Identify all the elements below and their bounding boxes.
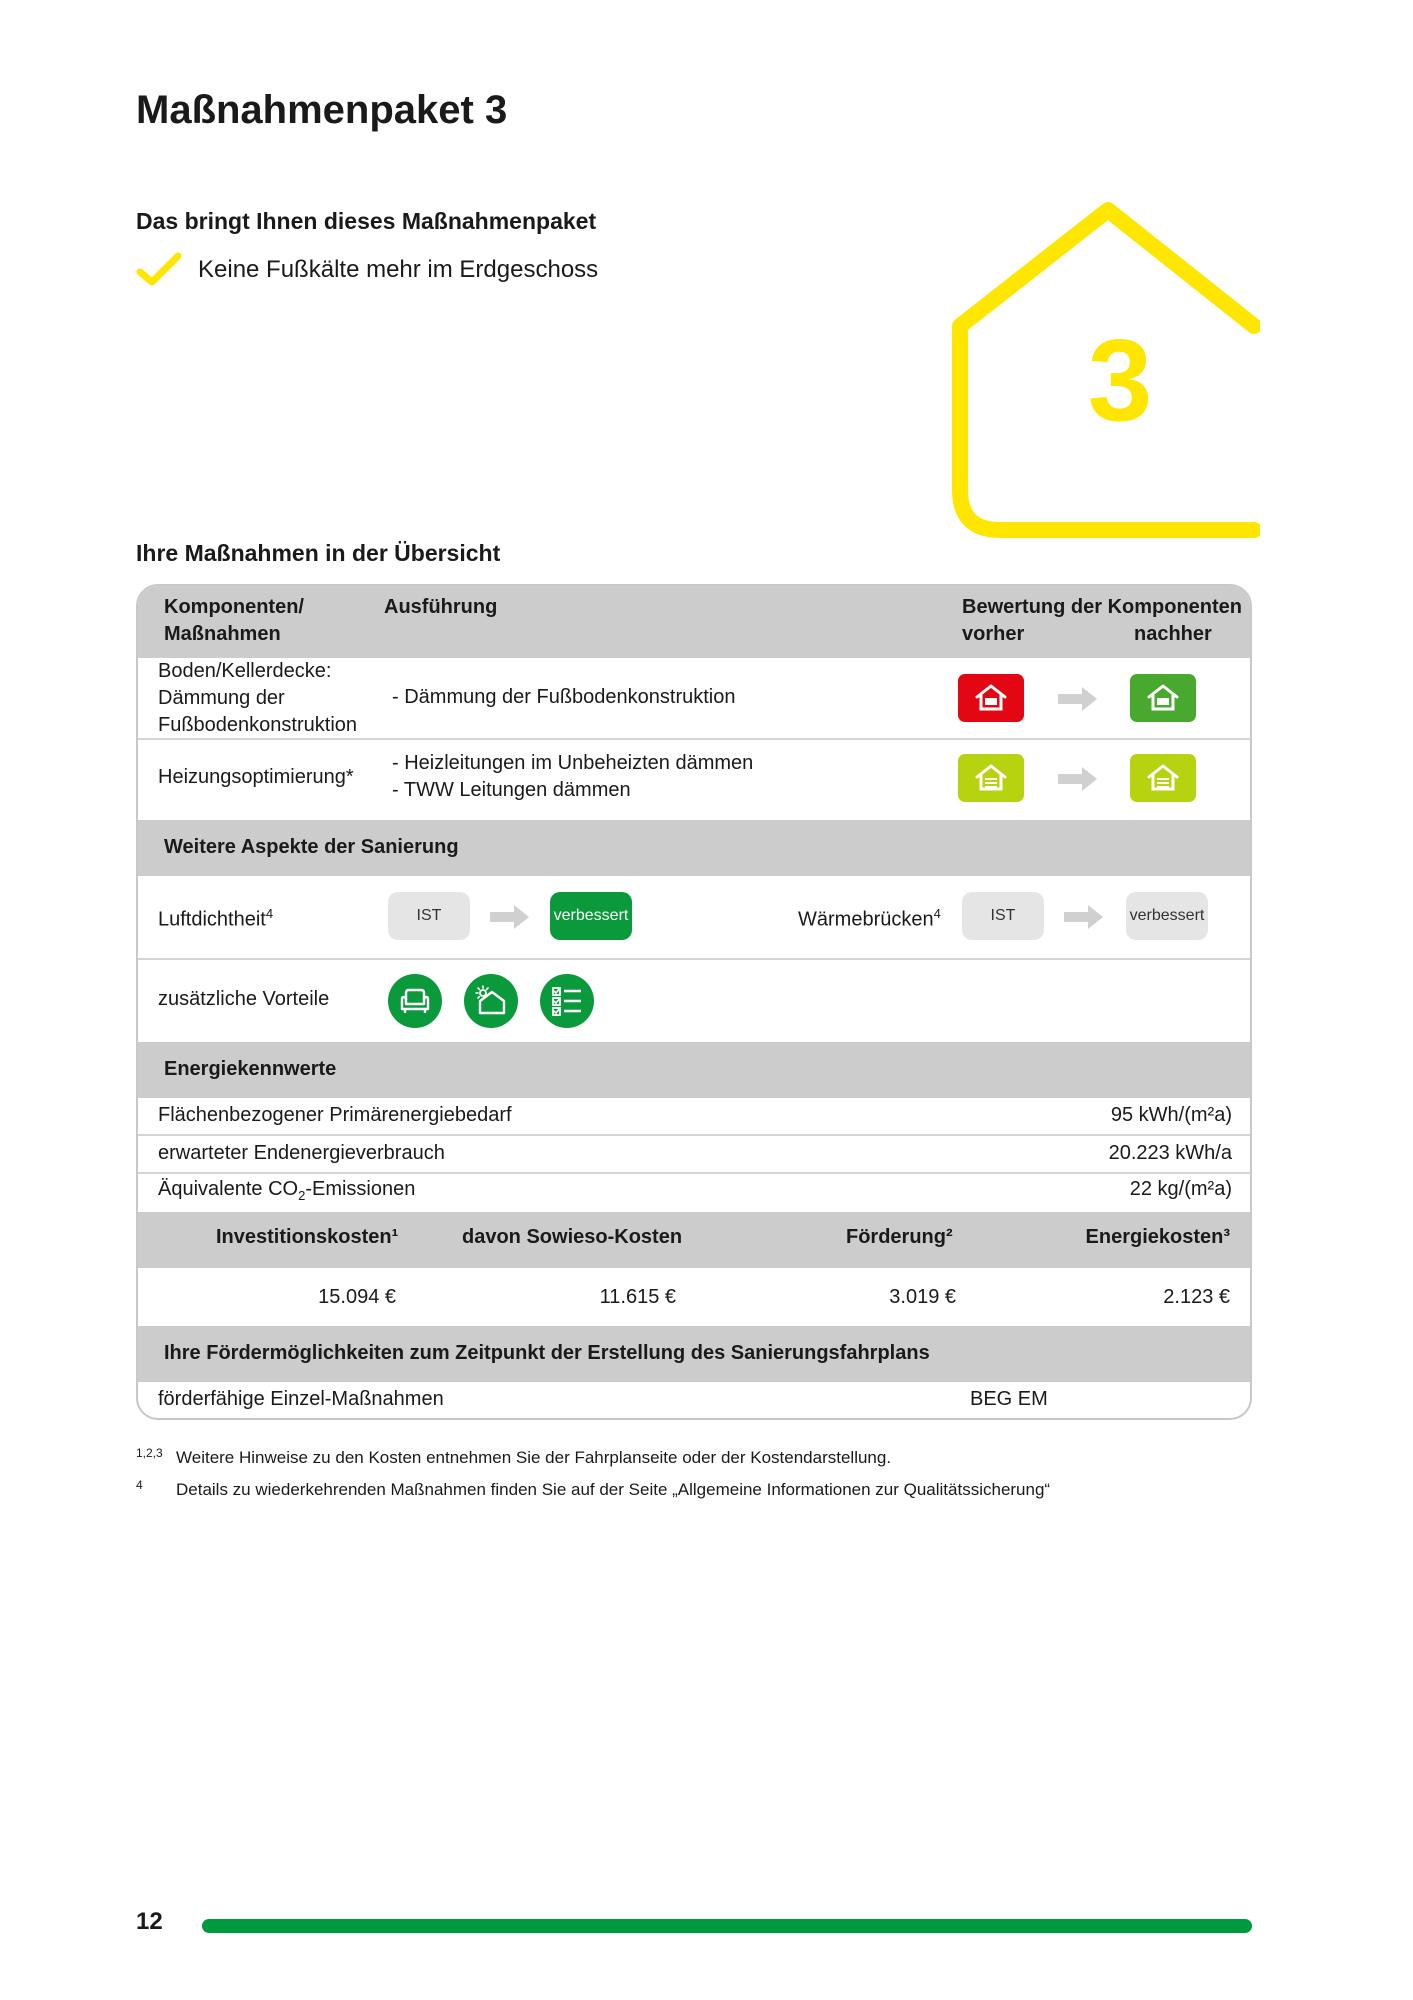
footer-bar [202, 1919, 1252, 1933]
house-rating-icon [1146, 683, 1180, 713]
sowieso-value: 11.615 € [599, 1286, 676, 1308]
component-measure: - Heizleitungen im Unbeheizten dämmen - TWW Leitungen dämmen [392, 752, 754, 801]
house-number-icon [950, 200, 1260, 548]
funding-header: Förderung² [846, 1226, 953, 1248]
table-row [138, 1174, 1250, 1212]
airtightness-to-pill: verbessert [550, 892, 632, 940]
arrow-right-icon [1058, 766, 1098, 792]
airtightness-label: Luftdichtheit$^4$ [158, 906, 274, 931]
energy-costs-header: Energiekosten³ [1085, 1226, 1230, 1248]
footnote-marker: 1,2,3 [136, 1446, 163, 1460]
component-measure: - Dämmung der Fußbodenkonstruktion [392, 686, 736, 708]
rating-after-badge [1130, 754, 1196, 802]
co2-label: Äquivalente $CO_2$-Emissionen [158, 1178, 416, 1203]
footnote-text: Details zu wiederkehrenden Maßnahmen finden Sie auf der Seite „Allgemeine Informationen zur Qualitätssicherung“ [176, 1480, 1051, 1499]
rating-before-badge [958, 754, 1024, 802]
thermal-bridges-label: Wärmebrücken$^4$ [798, 906, 941, 931]
house-rating-icon [1146, 763, 1180, 793]
header-after: nachher [1134, 623, 1212, 645]
benefit-item [136, 250, 598, 290]
benefits-heading: Das bringt Ihnen dieses Maßnahmenpaket [136, 208, 597, 234]
rating-after-badge [1130, 674, 1196, 722]
sowieso-header: davon Sowieso-Kosten [462, 1226, 683, 1248]
section-header-further: Weitere Aspekte der Sanierung [138, 820, 1250, 876]
arrow-right-icon [490, 904, 530, 930]
funding-program: BEG EM [970, 1388, 1048, 1410]
page-number: 12 [136, 1908, 163, 1935]
footnote-marker: 4 [136, 1478, 143, 1492]
section-header-energy: Energiekennwerte [138, 1042, 1250, 1098]
table-row [138, 960, 1250, 1042]
thermal-bridges-to-pill: verbessert [1126, 892, 1208, 940]
armchair-icon [388, 974, 442, 1028]
page-title: Maßnahmenpaket 3 [136, 88, 508, 132]
table-header [138, 586, 1250, 658]
component-name: Boden/Kellerdecke: Dämmung der Fußbodenkonstruktion [158, 660, 358, 736]
house-sun-icon [464, 974, 518, 1028]
additional-benefits-label: zusätzliche Vorteile [158, 988, 330, 1010]
check-icon [136, 250, 184, 290]
final-energy-label: erwarteter Endenergieverbrauch [158, 1142, 445, 1164]
funding-value: 3.019 € [889, 1286, 956, 1308]
benefit-text: Keine Fußkälte mehr im Erdgeschoss [198, 256, 599, 283]
table-row [138, 658, 1250, 740]
footnote-text: Weitere Hinweise zu den Kosten entnehmen Sie der Fahrplanseite oder der Kostendarstellung. [176, 1448, 892, 1467]
investment-header: Investitionskosten¹ [216, 1226, 399, 1248]
house-rating-icon [974, 683, 1008, 713]
header-before: vorher [962, 623, 1025, 645]
table-row [138, 876, 1250, 960]
package-number: 3 [1087, 315, 1153, 445]
section-header-funding: Ihre Fördermöglichkeiten zum Zeitpunkt der Erstellung des Sanierungsfahrplans [138, 1326, 1250, 1382]
header-rating: Bewertung der Komponenten vorher nachher [962, 594, 1252, 648]
investment-value: 15.094 € [318, 1286, 396, 1308]
energy-costs-value: 2.123 € [1163, 1286, 1230, 1308]
house-rating-icon [974, 763, 1008, 793]
primary-energy-value: 95 kWh/(m²a) [1110, 1104, 1232, 1126]
final-energy-value: 20.223 kWh/a [1108, 1142, 1232, 1164]
costs-row [138, 1268, 1250, 1326]
table-row [138, 1098, 1250, 1136]
table-row [138, 1136, 1250, 1174]
costs-header [138, 1212, 1250, 1268]
thermal-bridges-from-pill: IST [962, 892, 1044, 940]
arrow-right-icon [1064, 904, 1104, 930]
funding-label: förderfähige Einzel-Maßnahmen [158, 1388, 444, 1410]
table-row [138, 740, 1250, 820]
component-name: Heizungsoptimierung* [158, 766, 354, 788]
co2-value: 22 kg/(m²a) [1129, 1178, 1232, 1200]
table-row [138, 1382, 1250, 1420]
header-components: Komponenten/ Maßnahmen [164, 596, 304, 645]
arrow-right-icon [1058, 686, 1098, 712]
header-execution: Ausführung [384, 596, 498, 618]
rating-before-badge [958, 674, 1024, 722]
airtightness-from-pill: IST [388, 892, 470, 940]
overview-heading: Ihre Maßnahmen in der Übersicht [136, 540, 501, 566]
measures-table [136, 584, 1252, 1420]
checklist-icon [540, 974, 594, 1028]
primary-energy-label: Flächenbezogener Primärenergiebedarf [158, 1104, 512, 1126]
